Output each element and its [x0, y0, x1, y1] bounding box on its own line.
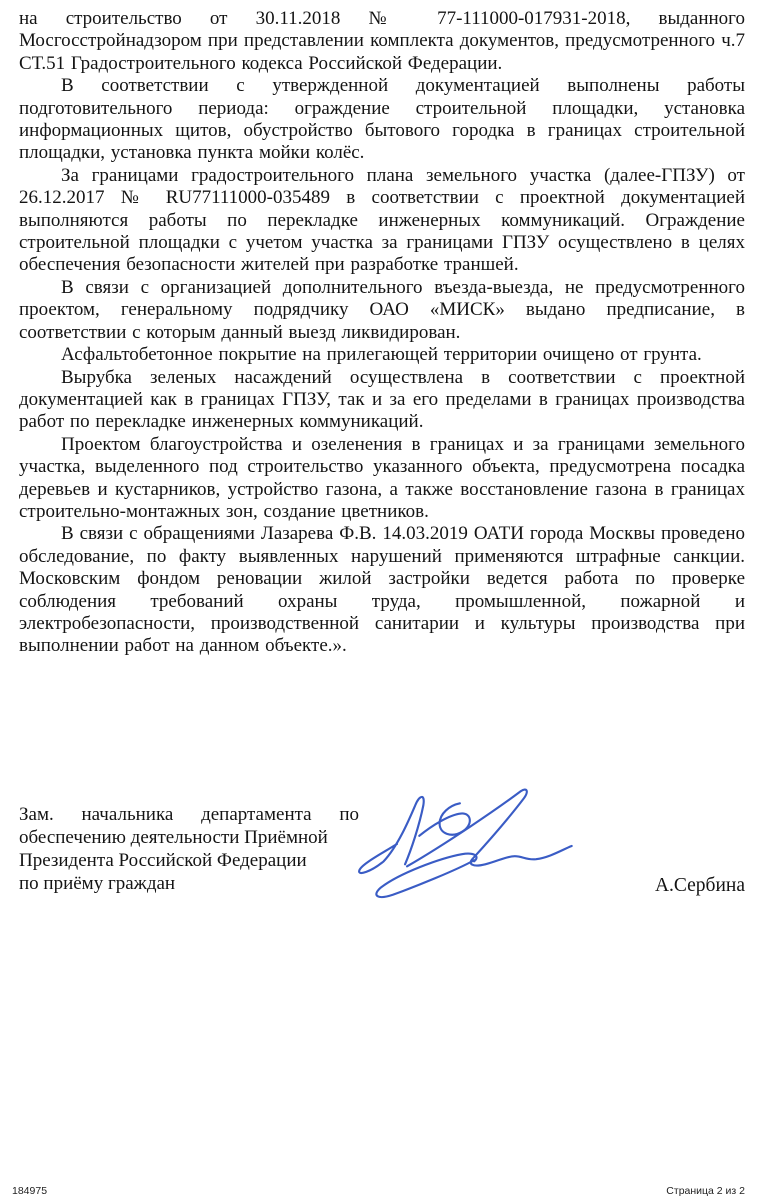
paragraph: В связи с организацией дополнительного въезда-выезда, не предусмотренного проектом, генеральному подрядчику ОАО «МИСК» выдано предписание, в соответствии с которым данный выезд ликвидирован. [19, 276, 745, 343]
paragraph: Вырубка зеленых насаждений осуществлена в соответствии с проектной документацией как в границах ГПЗУ, так и за его пределами в границах производства работ по перекладке инженерных коммуникаций. [19, 366, 745, 433]
signoff-title-line: Президента Российской Федерации [19, 850, 307, 871]
page-footer [12, 1185, 745, 1197]
paragraph: Проектом благоустройства и озеленения в границах и за границами земельного участка, выделенного под строительство указанного объекта, предусмотрена посадка деревьев и кустарников, устройство газона, а также восстановление газона в границах строительно-монтажных зон, создание цветников. [19, 433, 745, 522]
signoff-block [19, 803, 745, 898]
signoff-title-line: по приёму граждан [19, 873, 176, 894]
page-indicator: Страница 2 из 2 [666, 1185, 745, 1197]
letter-body [19, 8, 745, 658]
paragraph: За границами градостроительного плана земельного участка (далее-ГПЗУ) от 26.12.2017 № RU77111000-035489 в соответствии с проектной документацией выполняются работы по перекладке инженерных коммуникаций. Ограждение строительной площадки с учетом участка за границами ГПЗУ осуществлено в целях обеспечения безопасности жителей при разработке траншей. [19, 164, 745, 276]
paragraph: В соответствии с утвержденной документацией выполнены работы подготовительного периода: ограждение строительной площадки, установка информационных щитов, обустройство бытового городка в границах строительной площадки, установка пункта мойки колёс. [19, 75, 745, 164]
signoff-title [19, 803, 359, 895]
signer-name: А.Сербина [654, 875, 745, 896]
handwritten-signature-icon [351, 781, 581, 908]
paragraph: на строительство от 30.11.2018 № 77-111000-017931-2018, выданного Мосгосстройнадзором при представлении комплекта документов, предусмотренного ч.7 СТ.51 Градостроительного кодекса Российской Федерации. [19, 8, 745, 74]
paragraph: Асфальтобетонное покрытие на прилегающей территории очищено от грунта. [61, 344, 702, 366]
signoff-title-line: обеспечению деятельности Приёмной [19, 827, 328, 848]
document-number: 184975 [12, 1185, 48, 1197]
paragraph: В связи с обращениями Лазарева Ф.В. 14.03.2019 ОАТИ города Москвы проведено обследование, по факту выявленных нарушений применяются штрафные санкции. Московским фондом реновации жилой застройки ведется работа по проверке соблюдения требований охраны труда, промышленной, пожарной и электробезопасности, производственной санитарии и культуры производства при выполнении работ на данном объекте.». [19, 523, 745, 657]
signoff-title-line: Зам. начальника департамента по [19, 804, 359, 825]
